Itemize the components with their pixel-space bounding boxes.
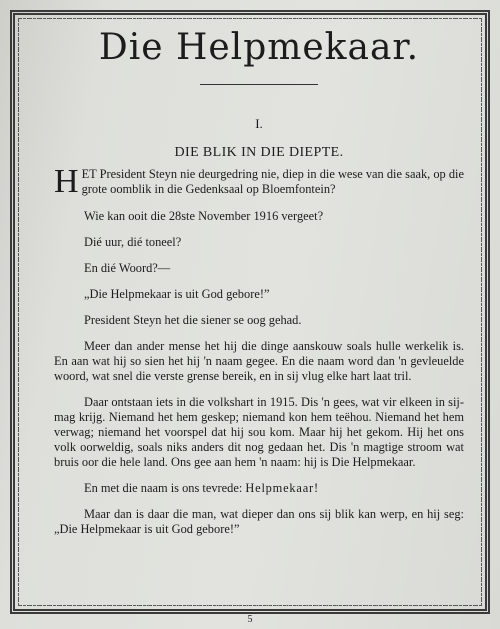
title-rule xyxy=(200,84,318,85)
paragraph: Dié uur, dié toneel? xyxy=(84,235,182,249)
page-number: 5 xyxy=(247,614,253,625)
page-title: Die Helpmekaar. xyxy=(98,27,420,68)
name-line-text: En met die naam is ons tevrede: xyxy=(84,481,243,495)
paragraph: En dié Woord?— xyxy=(84,261,171,275)
paragraph: President Steyn het die siener se oog gehad. xyxy=(84,313,302,327)
helpmekaar-name: Helpmekaar xyxy=(245,481,314,495)
intro-paragraph xyxy=(54,163,464,200)
paragraph: Meer dan ander mense het hij die dinge aanskouw soals hulle werkelik is. En aan wat hij so sien het hij 'n naam gegee. En die naam word dan 'n gevleuelde woord, wat snel die verste grense bereik, en in sij vlug elke hart laat tril. xyxy=(54,339,464,383)
paragraph: Daar ontstaan iets in die volkshart in 1915. Dis 'n gees, wat vir elkeen in sij-mag krijg. Niemand het hem geskep; niemand kon hem teëhou. Niemand het hem verwag; niemand het voorspel dat hij sou kom. Maar hij het gekom. Hij het ons volk oorweldig, soals niks anders dit nog gedaan het. Dis 'n magtige stroom wat bruis oor die hele land. Ons gee aan hem 'n naam: hij is Die Helpmekaar. xyxy=(54,395,464,469)
chapter-heading: DIE BLIK IN DIE DIEPTE. xyxy=(174,145,344,160)
paragraph: Wie kan ooit die 28ste November 1916 vergeet? xyxy=(84,209,324,223)
closing-paragraph: Maar dan is daar die man, wat dieper dan ons sij blik kan werp, en hij seg: „Die Helpmekaar is uit God gebore!” xyxy=(54,507,464,536)
name-line-end: ! xyxy=(313,481,319,495)
chapter-numeral: I. xyxy=(255,116,263,131)
page-content xyxy=(54,14,464,537)
name-paragraph xyxy=(54,481,464,496)
intro-text: ET President Steyn nie deurgedring nie, diep in die wese van die saak, op die grote oomblik in die Gedenksaal op Bloemfontein? xyxy=(81,167,464,196)
drop-cap: H xyxy=(54,163,79,200)
paragraph: „Die Helpmekaar is uit God gebore!” xyxy=(84,287,270,301)
